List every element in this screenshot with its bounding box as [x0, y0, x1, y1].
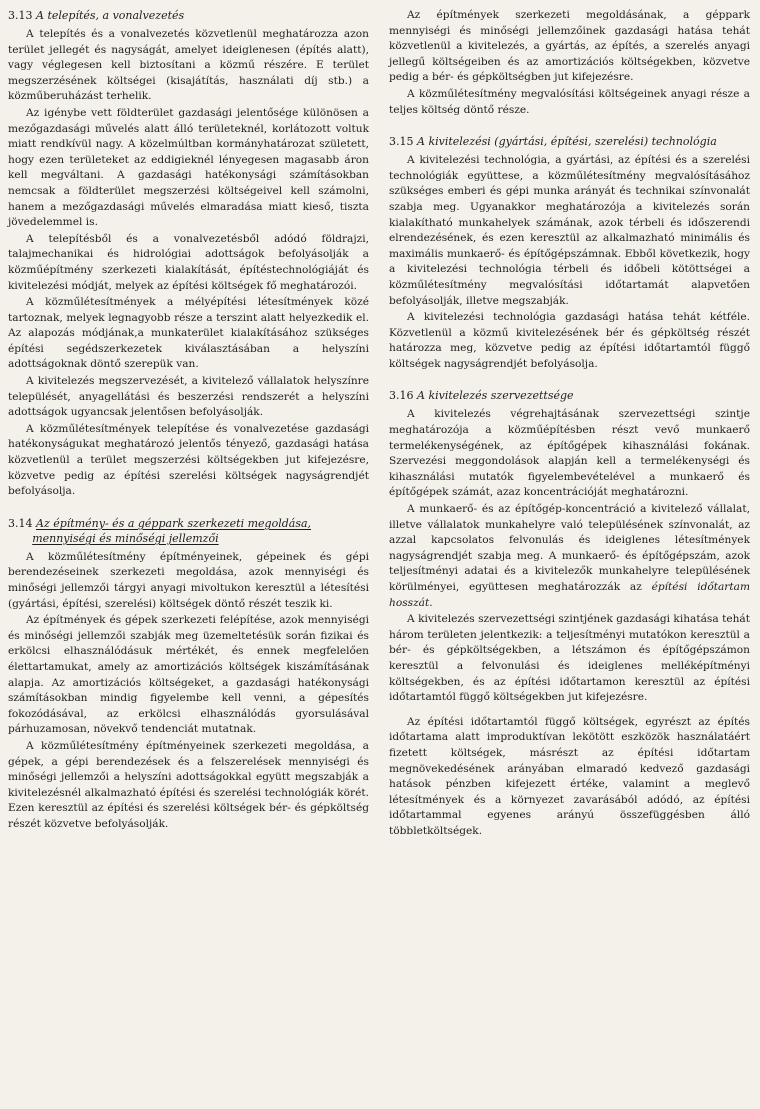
paragraph: A telepítés és a vonalvezetés közvetlenül meghatározza azon terület jellegét és nagyságát, amelyet ideiglenesen (építés alatt), vagy véglegesen kell biztosítani a közmű részére. E terület megszerzésének költségei (kisajátítás, használati díj stb.) a közműberuházást terhelik. [8, 28, 369, 103]
section-title: Az építmény- és a géppark szerkezeti megoldása, mennyiségi és minőségi jellemzői [32, 516, 312, 545]
paragraph: Az igénybe vett földterület gazdasági jelentősége különösen a mezőgazdasági művelés alatt álló területeknél, korlátozott voltuk miatt rendkívül nagy. A közelmúltban kormányhatározat született, hogy ezen területeket az eddigieknél lényegesen magasabb áron kell megváltani. A gazdasági hatékonysági számításokban nemcsak a földterület megszerzési költségeivel kell számolni, hanem a mezőgazdasági művelés elmaradása miatt kieső, tiszta jövedelemmel is. [8, 106, 369, 229]
left-column [8, 8, 369, 1109]
section-title: A telepítés, a vonalvezetés [36, 9, 185, 22]
paragraph: A telepítésből és a vonalvezetésből adódó földrajzi, talajmechanikai és hidrológiai adottságok befolyásolják a közműépítmény szerkezeti kialakítását, építéstechnológiáját és kivitelezési módját, melyek az építési költségek fő meghatározói. [8, 232, 369, 292]
paragraph: Az építési időtartamtól függő költségek, egyrészt az építés időtartama alatt improduktívan lekötött eszközök használatáért fizetett költségek, másrészt az építési időtartam megnövekedésének arányában elmaradó kedvező gazdasági hatások pénzben kifejezett értéke, valamint a meglevő létesítmények és a környezet zavarásából adódó, az építési időtartammal egyenes arányú összefüggésben álló többletköltségek. [389, 715, 750, 837]
paragraph: A közműlétesítmények telepítése és vonalvezetése gazdasági hatékonyságukat meghatározó jelentős tényező, gazdasági hatása közvetlenül a terület megszerzési költségekben jut kifejezésre, közvetve pedig az építési szerelési költségek nagyságrendjét befolyásolja. [8, 422, 369, 498]
paragraph: A kivitelezési technológia, a gyártási, az építési és a szerelési technológiák együttese, a közműlétesítmény megvalósításához szükséges emberi és gépi munka arányát és technikai színvonalát szabja meg. Ugyanakkor meghatározója a kivitelezés során kialakítható munkahelyek számának, azok térbeli és időszerendi elrendezésének, és ezen keresztül az alkalmazható minimális és maximális munkaerő- és építőgépszámnak. Ebből következik, hogy a kivitelezési technológia térbeli és időbeli kötöttségei a közműlétesítmény megvalósítási időtartamát alapvetően befolyásolják, illetve megszabják. [389, 154, 750, 307]
paragraph: Az építmények és gépek szerkezeti felépítése, azok mennyiségi és minőségi jellemzői szabják meg üzemeltetésük során fizikai és erkölcsi elhasználódásuk mértékét, és ennek megfelelően élettartamukat, amely az amortizációs költségek kiszámításának alapja. Az amortizációs költségeket, a gazdasági hatékonysági számításokban mindig figyelembe kell venni, a gépesítés fokozódásával, az erkölcsi elhasználódás gyorsulásával párhuzamosan, növekvő tendenciát mutatnak. [8, 614, 369, 736]
section-3-16-heading [389, 388, 750, 403]
paragraph: A kivitelezés végrehajtásának szervezettségi szintje meghatározója a közműépítésben részt vevő munkaerő termelékenységének, az építőgépek kihasználási fokának. Szervezési meggondolások alapján kell a termelékenységi és kihasználási mutatók figyelembevételével a munkaerő és építőgépek számát, azaz koncentrációját meghatározni. [389, 408, 750, 499]
paragraph: A kivitelezés szervezettségi szintjének gazdasági kihatása tehát három területen jelentkezik: a teljesítményi mutatókon keresztül a bér- és gépköltségekben, a létszámon és építőgépszámon keresztül a felvonulási és ideiglenes melléképítményi költségekben, és az építési időtartamon keresztül az építési időtartamtól függő költségekben jut kifejezésre. [389, 613, 750, 704]
section-3-14-heading [8, 516, 369, 546]
section-title: A kivitelezési (gyártási, építési, szerelési) technológia [417, 135, 717, 149]
paragraph: A közműlétesítmény építményeinek, gépeinek és gépi berendezéseinek szerkezeti megoldása, azok mennyiségi és minőségi jellemzői tárgyi anyagi mivoltukon keresztül a létesítési (gyártási, építési, szerelési) költségek döntő részét teszik ki. [8, 550, 369, 610]
paragraph [389, 502, 750, 611]
emphasized-text: építési időtartam hosszát. [389, 581, 750, 609]
right-column [389, 8, 750, 1109]
section-number: 3.15 [389, 135, 414, 149]
paragraph-text: A munkaerő- és az építőgép-koncentráció a kivitelező vállalat, illetve vállalatok munkahelyre való településének színvonalát, az azzal kapcsolatos felvonulás és ideiglenes létesítmények nagyságrendjét szabja meg. A munkaerő- és építőgépszám, azok teljesítményi adatai és a kivitelezők munkahelyre településének körülményei, együttesen meghatározzák az [389, 503, 750, 593]
paragraph: Az építmények szerkezeti megoldásának, a géppark mennyiségi és minőségi jellemzőinek gazdasági hatása tehát közvetlenül a kivitelezés, a gyártás, az építés, a szerelés anyagi jellegű költségeiben és az amortizációs költségekben, közvetve pedig a bér- és gépköltségben jut kifejezésre. [389, 9, 750, 84]
section-number: 3.16 [389, 389, 414, 403]
section-3-13-heading [8, 8, 369, 23]
paragraph: A kivitelezési technológia gazdasági hatása tehát kétféle. Közvetlenül a közmű kivitelezésének bér és gépköltség részét határozza meg, közvetve pedig az építési időtartamtól függő költségek nagyságrendjét befolyásolja. [389, 311, 750, 370]
section-title: A kivitelezés szervezettsége [417, 389, 574, 403]
paragraph: A kivitelezés megszervezését, a kivitelező vállalatok helyszínre települését, anyagellátási és beszerzési rendszerét a helyszíni adottságok ugyancsak jelentősen befolyásolják. [8, 375, 369, 419]
section-3-15-heading [389, 134, 750, 149]
paragraph: A közműlétesítmények a mélyépítési létesítmények közé tartoznak, melyek legnagyobb része a terszint alatt helyezkedik el. Az alapozás módjának,a munkaterület kialakításához szükséges építési segédszerkezetek kiválasztásában a helyszíni adottságoknak döntő szerepük van. [8, 296, 369, 371]
section-number: 3.13 [8, 9, 33, 22]
paragraph: A közműlétesítmény építményeinek szerkezeti megoldása, a gépek, a gépi berendezések és a felszerelések mennyiségi és minőségi jellemzői a helyszíni adottságokkal együtt megszabják a kivitelezésnél alkalmazható építési és szerelési technológiák körét. Ezen keresztül az építési és szerelési költségek bér- és gépköltség részét közvetve befolyásolják. [8, 739, 369, 830]
section-number: 3.14 [8, 516, 33, 530]
paragraph: A közműlétesítmény megvalósítási költségeinek anyagi része a teljes költség döntő része. [389, 87, 750, 116]
